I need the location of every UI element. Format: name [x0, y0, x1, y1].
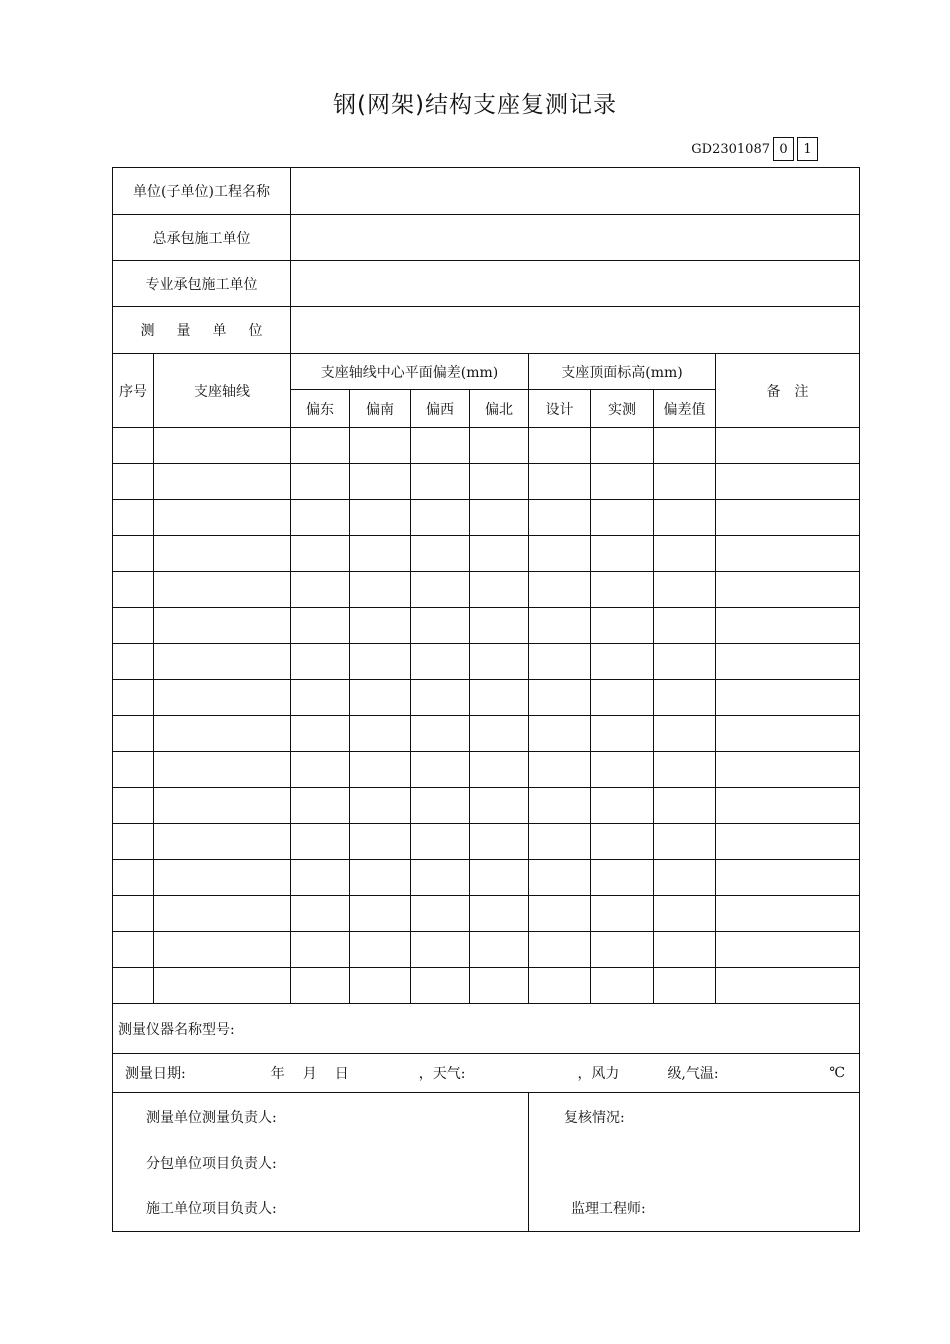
table-cell[interactable] — [654, 608, 716, 644]
table-cell[interactable] — [411, 680, 470, 716]
specialty-contractor-field[interactable] — [291, 261, 860, 307]
table-cell[interactable] — [291, 860, 350, 896]
table-cell[interactable] — [411, 824, 470, 860]
table-cell[interactable] — [154, 716, 291, 752]
table-cell[interactable] — [350, 860, 411, 896]
table-cell[interactable] — [113, 932, 154, 968]
table-cell[interactable] — [411, 896, 470, 932]
table-cell[interactable] — [529, 752, 591, 788]
table-cell[interactable] — [654, 500, 716, 536]
table-cell[interactable] — [654, 572, 716, 608]
table-cell[interactable] — [350, 428, 411, 464]
table-cell[interactable] — [716, 428, 860, 464]
table-cell[interactable] — [470, 644, 529, 680]
table-cell[interactable] — [529, 968, 591, 1004]
survey-lead-label: 测量单位测量负责人: — [146, 1110, 277, 1126]
table-cell[interactable] — [291, 500, 350, 536]
table-cell[interactable] — [113, 680, 154, 716]
table-cell[interactable] — [529, 428, 591, 464]
table-cell[interactable] — [291, 968, 350, 1004]
table-cell[interactable] — [411, 428, 470, 464]
table-row — [113, 860, 860, 896]
table-cell[interactable] — [291, 572, 350, 608]
table-cell[interactable] — [291, 932, 350, 968]
table-cell[interactable] — [350, 968, 411, 1004]
form-code-prefix: GD2301087 — [691, 141, 770, 157]
table-cell[interactable] — [470, 680, 529, 716]
table-cell[interactable] — [350, 464, 411, 500]
table-cell[interactable] — [654, 788, 716, 824]
col-axis: 支座轴线 — [154, 354, 291, 428]
project-name-field[interactable] — [291, 168, 860, 215]
table-cell[interactable] — [470, 428, 529, 464]
table-cell[interactable] — [411, 644, 470, 680]
table-cell[interactable] — [154, 752, 291, 788]
table-cell[interactable] — [529, 896, 591, 932]
construction-lead-label: 施工单位项目负责人: — [146, 1201, 277, 1217]
table-cell[interactable] — [591, 428, 654, 464]
table-cell[interactable] — [654, 464, 716, 500]
table-cell[interactable] — [291, 788, 350, 824]
table-cell[interactable] — [291, 896, 350, 932]
table-cell[interactable] — [654, 536, 716, 572]
table-cell[interactable] — [529, 716, 591, 752]
table-cell[interactable] — [654, 716, 716, 752]
supervisor-label: 监理工程师: — [571, 1201, 646, 1217]
table-cell[interactable] — [411, 464, 470, 500]
table-cell[interactable] — [350, 680, 411, 716]
table-cell[interactable] — [654, 752, 716, 788]
table-cell[interactable] — [350, 500, 411, 536]
table-cell[interactable] — [529, 788, 591, 824]
specialty-contractor-label: 专业承包施工单位 — [113, 261, 291, 307]
table-cell[interactable] — [291, 428, 350, 464]
table-cell[interactable] — [470, 932, 529, 968]
table-cell[interactable] — [350, 932, 411, 968]
sub-lead-label: 分包单位项目负责人: — [146, 1156, 277, 1172]
table-cell[interactable] — [529, 464, 591, 500]
table-cell[interactable] — [291, 716, 350, 752]
instrument-label: 测量仪器名称型号: — [118, 1021, 235, 1038]
table-cell[interactable] — [591, 716, 654, 752]
table-cell[interactable] — [154, 788, 291, 824]
table-cell[interactable] — [716, 536, 860, 572]
table-cell[interactable] — [350, 644, 411, 680]
table-cell[interactable] — [529, 644, 591, 680]
table-cell[interactable] — [113, 788, 154, 824]
table-cell[interactable] — [591, 788, 654, 824]
table-cell[interactable] — [411, 860, 470, 896]
survey-unit-label: 测 量 单 位 — [113, 307, 291, 354]
table-cell[interactable] — [154, 680, 291, 716]
table-row — [113, 752, 860, 788]
table-cell[interactable] — [411, 932, 470, 968]
table-cell[interactable] — [591, 500, 654, 536]
table-cell[interactable] — [470, 824, 529, 860]
table-cell[interactable] — [529, 572, 591, 608]
table-cell[interactable] — [113, 752, 154, 788]
table-cell[interactable] — [591, 896, 654, 932]
table-cell[interactable] — [113, 860, 154, 896]
table-cell[interactable] — [591, 752, 654, 788]
table-cell[interactable] — [154, 896, 291, 932]
table-cell[interactable] — [113, 824, 154, 860]
col-measured: 实测 — [591, 390, 654, 428]
table-cell[interactable] — [716, 500, 860, 536]
table-cell[interactable] — [654, 932, 716, 968]
table-cell[interactable] — [591, 572, 654, 608]
table-cell[interactable] — [113, 716, 154, 752]
table-row — [113, 716, 860, 752]
page-title: 钢(网架)结构支座复测记录 — [333, 92, 617, 118]
form-code-box-1: 0 — [773, 137, 794, 161]
table-cell[interactable] — [529, 680, 591, 716]
signature-block-left — [113, 1093, 529, 1232]
table-cell[interactable] — [470, 536, 529, 572]
table-row — [113, 932, 860, 968]
table-cell[interactable] — [350, 572, 411, 608]
table-cell[interactable] — [113, 608, 154, 644]
table-cell[interactable] — [411, 752, 470, 788]
col-plane-deviation: 支座轴线中心平面偏差(mm) — [291, 354, 529, 390]
table-cell[interactable] — [529, 536, 591, 572]
table-cell[interactable] — [291, 680, 350, 716]
general-contractor-field[interactable] — [291, 215, 860, 261]
table-cell[interactable] — [291, 464, 350, 500]
record-table — [112, 167, 860, 1232]
month-label: 月 — [302, 1066, 317, 1082]
table-cell[interactable] — [113, 428, 154, 464]
table-cell[interactable] — [411, 788, 470, 824]
table-row — [113, 428, 860, 464]
table-cell[interactable] — [154, 608, 291, 644]
general-contractor-label: 总承包施工单位 — [113, 215, 291, 261]
table-cell[interactable] — [154, 968, 291, 1004]
table-cell[interactable] — [529, 608, 591, 644]
table-cell[interactable] — [591, 860, 654, 896]
table-cell[interactable] — [411, 536, 470, 572]
table-cell[interactable] — [716, 608, 860, 644]
table-row — [113, 896, 860, 932]
data-rows — [113, 428, 860, 1004]
table-row — [113, 644, 860, 680]
table-cell[interactable] — [154, 536, 291, 572]
table-cell[interactable] — [716, 680, 860, 716]
day-label: 日 — [334, 1066, 349, 1082]
table-cell[interactable] — [411, 572, 470, 608]
table-cell[interactable] — [716, 572, 860, 608]
table-row — [113, 464, 860, 500]
table-cell[interactable] — [411, 500, 470, 536]
year-label: 年 — [270, 1066, 285, 1082]
table-cell[interactable] — [591, 464, 654, 500]
col-deviation: 偏差值 — [654, 390, 716, 428]
table-cell[interactable] — [716, 860, 860, 896]
table-cell[interactable] — [470, 896, 529, 932]
table-cell[interactable] — [154, 860, 291, 896]
table-cell[interactable] — [350, 752, 411, 788]
table-cell[interactable] — [291, 536, 350, 572]
survey-unit-field[interactable] — [291, 307, 860, 354]
table-cell[interactable] — [350, 824, 411, 860]
table-cell[interactable] — [591, 608, 654, 644]
table-cell[interactable] — [529, 932, 591, 968]
table-cell[interactable] — [411, 968, 470, 1004]
col-west: 偏西 — [411, 390, 470, 428]
wind-label: ，风力 — [577, 1066, 620, 1082]
col-design: 设计 — [529, 390, 591, 428]
table-cell[interactable] — [716, 644, 860, 680]
table-row — [113, 788, 860, 824]
table-cell[interactable] — [470, 752, 529, 788]
table-cell[interactable] — [591, 644, 654, 680]
table-cell[interactable] — [654, 824, 716, 860]
table-cell[interactable] — [113, 644, 154, 680]
table-cell[interactable] — [113, 572, 154, 608]
table-cell[interactable] — [654, 680, 716, 716]
table-cell[interactable] — [529, 500, 591, 536]
table-cell[interactable] — [654, 428, 716, 464]
table-cell[interactable] — [470, 968, 529, 1004]
date-weather-row — [113, 1054, 860, 1093]
table-cell[interactable] — [113, 500, 154, 536]
table-cell[interactable] — [470, 716, 529, 752]
table-cell[interactable] — [154, 428, 291, 464]
table-cell[interactable] — [716, 896, 860, 932]
table-cell[interactable] — [591, 536, 654, 572]
table-cell[interactable] — [591, 824, 654, 860]
table-cell[interactable] — [470, 608, 529, 644]
col-remarks: 备 注 — [716, 354, 860, 428]
table-cell[interactable] — [411, 716, 470, 752]
table-cell[interactable] — [350, 608, 411, 644]
form-code-box-2: 1 — [797, 137, 818, 161]
table-row — [113, 968, 860, 1004]
date-label: 测量日期: — [125, 1066, 186, 1082]
col-east: 偏东 — [291, 390, 350, 428]
table-cell[interactable] — [654, 896, 716, 932]
table-cell[interactable] — [716, 716, 860, 752]
table-cell[interactable] — [154, 464, 291, 500]
table-cell[interactable] — [350, 716, 411, 752]
table-cell[interactable] — [716, 464, 860, 500]
table-cell[interactable] — [716, 752, 860, 788]
table-cell[interactable] — [591, 932, 654, 968]
signature-block-right — [529, 1093, 860, 1232]
table-cell[interactable] — [113, 896, 154, 932]
table-cell[interactable] — [291, 752, 350, 788]
table-cell[interactable] — [113, 464, 154, 500]
table-row — [113, 608, 860, 644]
table-cell[interactable] — [154, 644, 291, 680]
table-cell[interactable] — [350, 896, 411, 932]
table-cell[interactable] — [113, 968, 154, 1004]
col-south: 偏南 — [350, 390, 411, 428]
table-cell[interactable] — [154, 932, 291, 968]
col-north: 偏北 — [470, 390, 529, 428]
table-cell[interactable] — [470, 860, 529, 896]
table-cell[interactable] — [350, 788, 411, 824]
table-cell[interactable] — [654, 644, 716, 680]
table-row — [113, 680, 860, 716]
table-cell[interactable] — [154, 572, 291, 608]
col-seq: 序号 — [113, 354, 154, 428]
project-name-label: 单位(子单位)工程名称 — [113, 168, 291, 215]
table-cell[interactable] — [716, 788, 860, 824]
table-cell[interactable] — [529, 824, 591, 860]
table-cell[interactable] — [654, 860, 716, 896]
form-code — [691, 137, 818, 161]
col-top-elevation: 支座顶面标高(mm) — [529, 354, 716, 390]
table-cell[interactable] — [470, 572, 529, 608]
table-row — [113, 824, 860, 860]
table-cell[interactable] — [291, 824, 350, 860]
instrument-row[interactable] — [113, 1004, 860, 1054]
level-temp-label: 级,气温: — [667, 1066, 719, 1082]
celsius-unit: ℃ — [829, 1065, 845, 1081]
table-cell[interactable] — [291, 608, 350, 644]
table-row — [113, 536, 860, 572]
table-cell[interactable] — [113, 536, 154, 572]
review-label: 复核情况: — [564, 1110, 625, 1126]
weather-label: ，天气: — [418, 1066, 466, 1082]
table-cell[interactable] — [591, 968, 654, 1004]
table-row — [113, 500, 860, 536]
table-cell[interactable] — [470, 464, 529, 500]
table-cell[interactable] — [716, 968, 860, 1004]
table-cell[interactable] — [716, 824, 860, 860]
table-cell[interactable] — [291, 644, 350, 680]
table-cell[interactable] — [470, 788, 529, 824]
table-cell[interactable] — [154, 500, 291, 536]
table-cell[interactable] — [716, 932, 860, 968]
table-cell[interactable] — [350, 536, 411, 572]
table-cell[interactable] — [529, 860, 591, 896]
table-cell[interactable] — [470, 500, 529, 536]
table-row — [113, 572, 860, 608]
table-cell[interactable] — [591, 680, 654, 716]
table-cell[interactable] — [154, 824, 291, 860]
table-cell[interactable] — [411, 608, 470, 644]
table-cell[interactable] — [654, 968, 716, 1004]
